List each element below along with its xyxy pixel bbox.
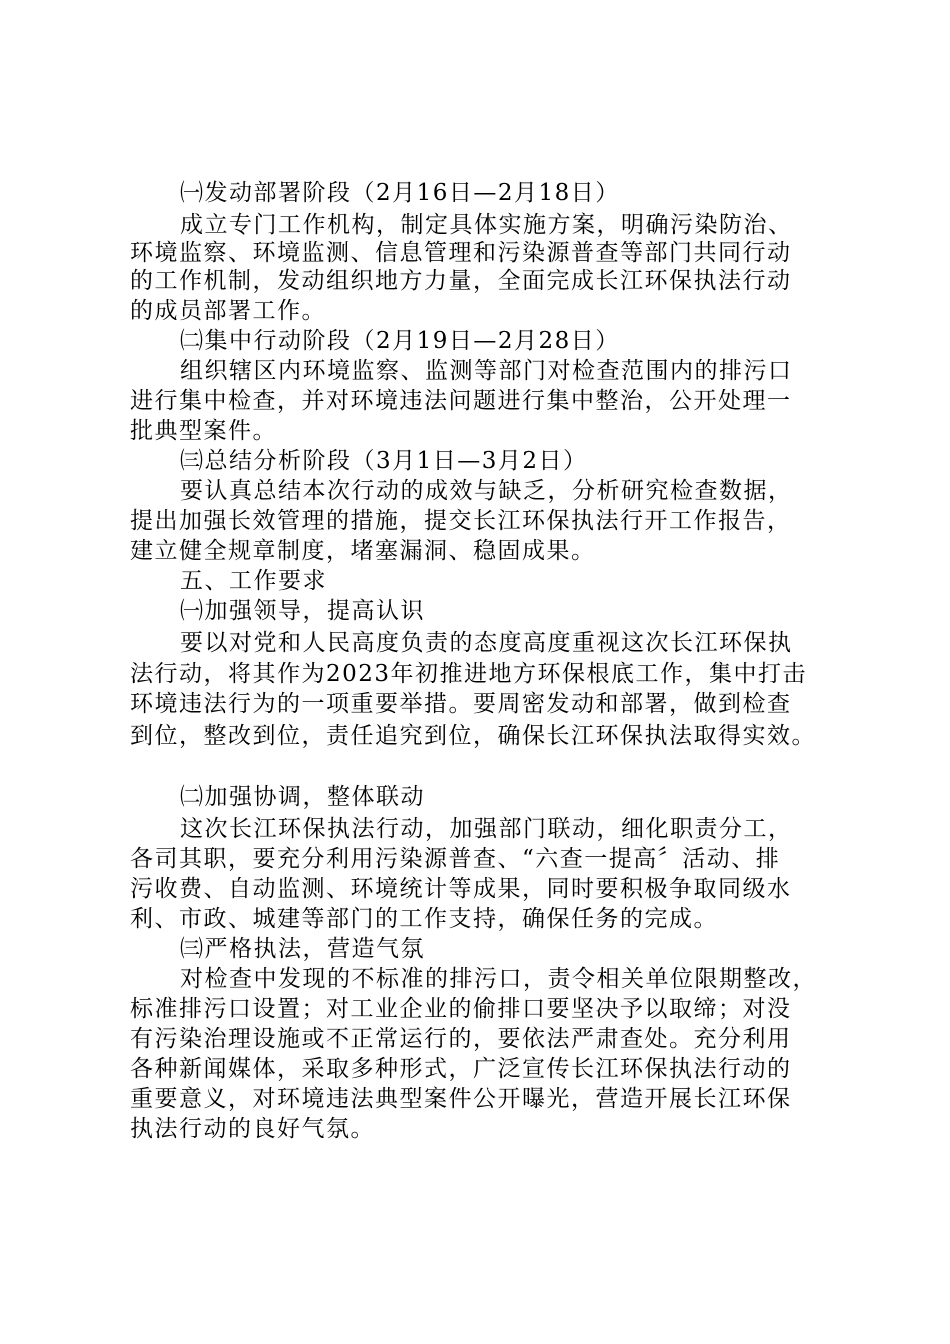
paragraph-line: 的成员部署工作。 (130, 298, 326, 324)
paragraph-line: 法行动，将其作为2023年初推进地方环保根底工作，集中打击 (130, 661, 808, 687)
paragraph-line: 各种新闻媒体，采取多种形式，广泛宣传长江环保执法行动的 (130, 1056, 792, 1082)
paragraph-line: 进行集中检查，并对环境违法问题进行集中整治，公开处理一 (130, 388, 792, 414)
paragraph-line: 要认真总结本次行动的成效与缺乏，分析研究检查数据， (180, 478, 793, 504)
paragraph-line: 各司其职，要充分利用污染源普查、“六查一提高〞活动、排 (130, 846, 781, 872)
section-heading: ㈡集中行动阶段（2月19日—2月28日） (180, 328, 620, 354)
paragraph-line: 批典型案件。 (130, 418, 277, 444)
paragraph-line: 执法行动的良好气氛。 (130, 1116, 375, 1142)
paragraph-line: 建立健全规章制度，堵塞漏洞、稳固成果。 (130, 538, 596, 564)
section-heading: ㈡加强协调，整体联动 (180, 784, 425, 810)
paragraph-line: 环境违法行为的一项重要举措。要周密发动和部署，做到检查 (130, 691, 792, 717)
part-title: 五、工作要求 (180, 568, 327, 594)
section-heading: ㈠加强领导，提高认识 (180, 598, 425, 624)
paragraph-line: 污收费、自动监测、环境统计等成果，同时要积极争取同级水 (130, 876, 792, 902)
paragraph-line: 环境监察、环境监测、信息管理和污染源普查等部门共同行动 (130, 240, 792, 266)
paragraph-line: 成立专门工作机构，制定具体实施方案，明确污染防治、 (180, 212, 793, 238)
paragraph-line: 要以对党和人民高度负责的态度高度重视这次长江环保执 (180, 630, 793, 656)
paragraph-line: 有污染治理设施或不正常运行的，要依法严肃查处。充分利用 (130, 1026, 792, 1052)
paragraph-line: 提出加强长效管理的措施，提交长江环保执法行开工作报告， (130, 508, 792, 534)
paragraph-line: 标准排污口设置；对工业企业的偷排口要坚决予以取缔；对没 (130, 996, 792, 1022)
paragraph-line: 的工作机制，发动组织地方力量，全面完成长江环保执法行动 (130, 268, 792, 294)
section-heading: ㈢总结分析阶段（3月1日—3月2日） (180, 448, 588, 474)
section-heading: ㈢严格执法，营造气氛 (180, 936, 425, 962)
paragraph-line: 重要意义，对环境违法典型案件公开曝光，营造开展长江环保 (130, 1086, 792, 1112)
paragraph-line: 这次长江环保执法行动，加强部门联动，细化职责分工， (180, 816, 793, 842)
paragraph-line: 利、市政、城建等部门的工作支持，确保任务的完成。 (130, 906, 718, 932)
paragraph-line: 组织辖区内环境监察、监测等部门对检查范围内的排污口 (180, 358, 793, 384)
section-heading: ㈠发动部署阶段（2月16日—2月18日） (180, 180, 620, 206)
paragraph-line: 到位，整改到位，责任追究到位，确保长江环保执法取得实效。 (130, 723, 816, 749)
paragraph-line: 对检查中发现的不标准的排污口，责令相关单位限期整改， (180, 966, 817, 992)
